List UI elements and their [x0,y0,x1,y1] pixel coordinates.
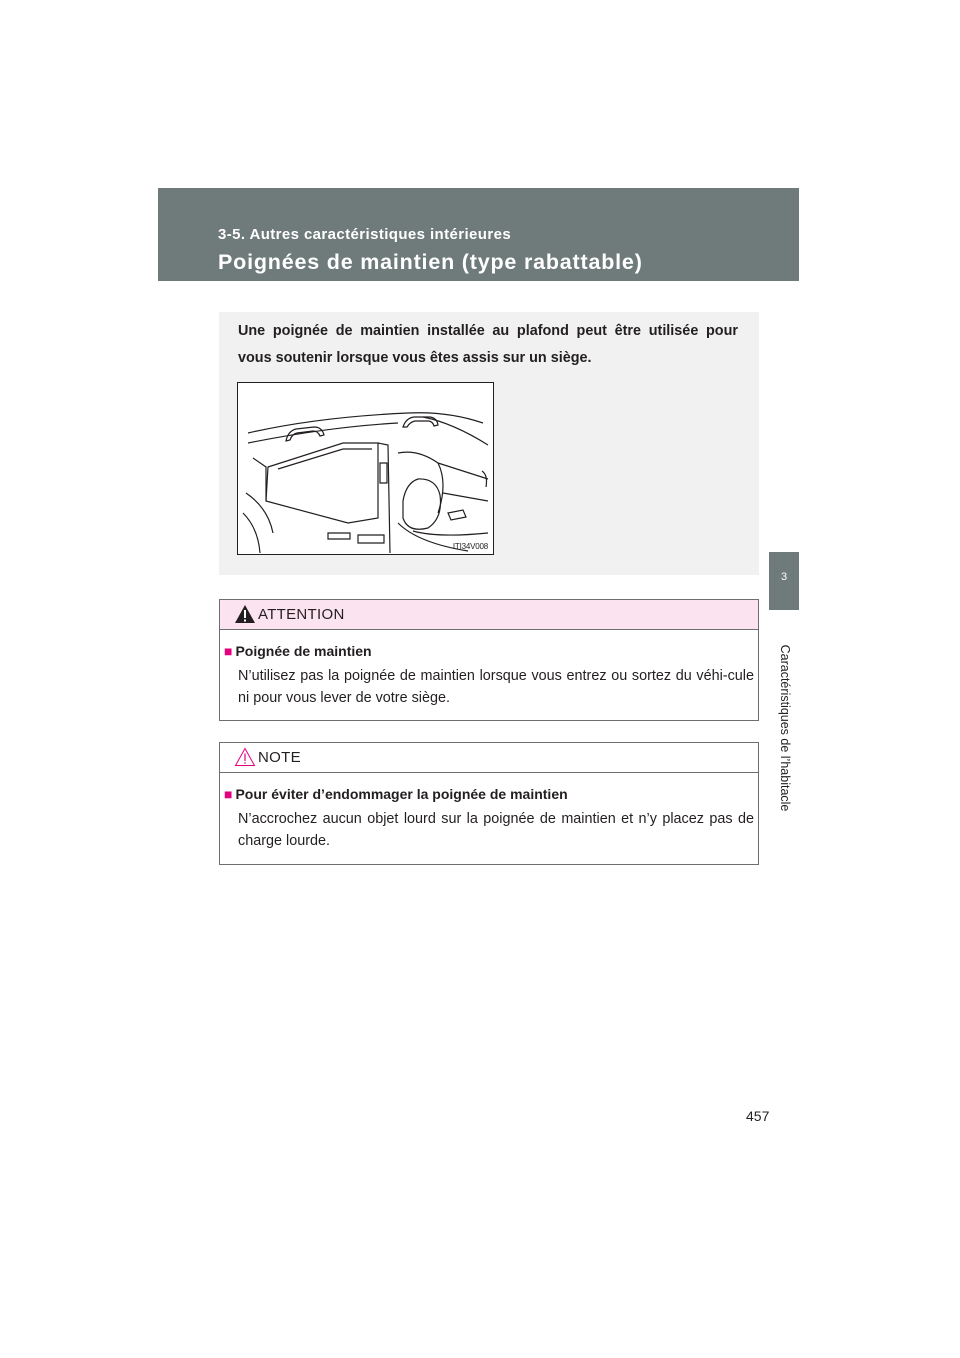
chapter-side-title: Caractéristiques de l’habitacle [778,644,792,812]
attention-header [220,600,758,630]
chapter-tab: 3 [769,552,799,610]
section-label: 3-5. Autres caractéristiques intérieures [218,226,512,243]
note-header [220,743,758,773]
attention-item-text: N’utilisez pas la poignée de maintien lorsque vous entrez ou sortez du véhi-cule ni pour vous lever de votre siège. [238,668,754,706]
illustration-code: ITI34V008 [452,542,488,551]
note-box [219,742,759,865]
attention-box [219,599,759,721]
note-item-title: ■ Pour éviter d’endommager la poignée de maintien [224,786,568,802]
attention-label: ATTENTION [258,606,345,623]
square-bullet-icon: ■ [224,786,233,802]
square-bullet-icon: ■ [224,643,233,659]
note-label: NOTE [258,749,301,766]
warning-filled-icon [234,604,256,624]
note-item-text: N’accrochez aucun objet lourd sur la poignée de maintien et n’y placez pas de charge lourde. [238,811,754,849]
car-interior-drawing [238,383,493,554]
page-number: 457 [746,1108,770,1124]
assist-grip-illustration [237,382,494,555]
intro-text: Une poignée de maintien installée au plafond peut être utilisée pour vous soutenir lorsque vous êtes assis sur un siège. [238,323,738,366]
attention-item-title: ■ Poignée de maintien [224,643,372,659]
page-title: Poignées de maintien (type rabattable) [218,250,643,274]
caution-outline-icon [234,747,256,767]
